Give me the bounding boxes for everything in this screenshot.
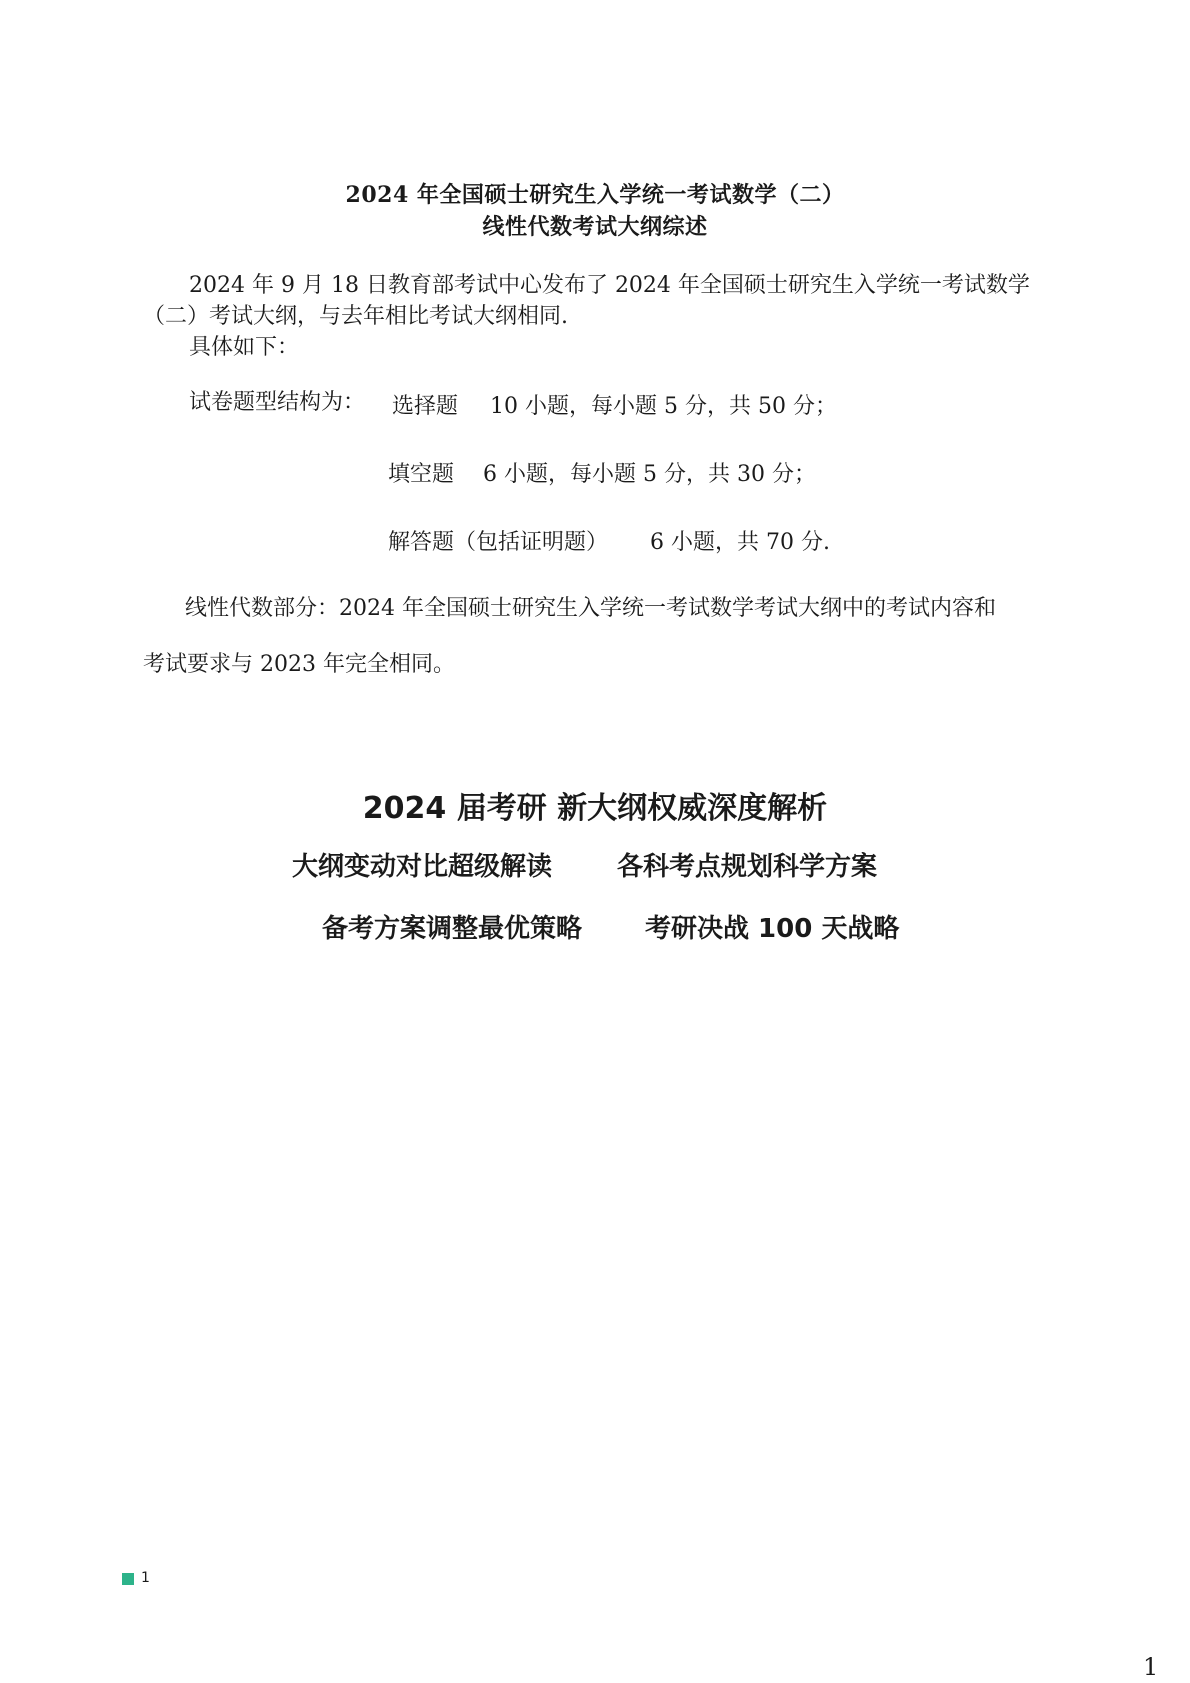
question-type-name: 填空题 xyxy=(388,462,455,487)
page-number: 1 xyxy=(1143,1653,1159,1681)
footer-square-icon xyxy=(122,1573,134,1585)
question-type-detail: 6 小题，共 70 分. xyxy=(650,530,830,555)
question-type-detail: 6 小题，每小题 5 分，共 30 分； xyxy=(483,462,816,487)
linear-algebra-line1: 线性代数部分：2024 年全国硕士研究生入学统一考试数学考试大纲中的考试内容和 xyxy=(185,596,996,621)
promo-item: 考研决战 100 天战略 xyxy=(645,914,900,944)
promo-item: 大纲变动对比超级解读 xyxy=(292,852,553,882)
footer-marker-number: 1 xyxy=(141,1570,150,1586)
question-type-detail: 10 小题，每小题 5 分，共 50 分； xyxy=(490,394,837,419)
document-title-line2: 线性代数考试大纲综述 xyxy=(482,214,708,240)
intro-line1: 2024 年 9 月 18 日教育部考试中心发布了 2024 年全国硕士研究生入学统一考试数学 xyxy=(189,273,1030,298)
intro-line3: 具体如下： xyxy=(189,335,300,360)
structure-label: 试卷题型结构为： xyxy=(189,390,366,415)
question-type-name: 解答题（包括证明题） xyxy=(388,530,609,555)
promo-title: 2024 届考研 新大纲权威深度解析 xyxy=(362,791,828,826)
document-title-line1: 2024 年全国硕士研究生入学统一考试数学（二） xyxy=(345,182,845,208)
question-type-name: 选择题 xyxy=(392,394,459,419)
linear-algebra-line2: 考试要求与 2023 年完全相同。 xyxy=(143,652,455,677)
intro-line2: （二）考试大纲，与去年相比考试大纲相同. xyxy=(143,304,568,329)
promo-item: 备考方案调整最优策略 xyxy=(322,914,583,944)
promo-item: 各科考点规划科学方案 xyxy=(617,852,878,882)
